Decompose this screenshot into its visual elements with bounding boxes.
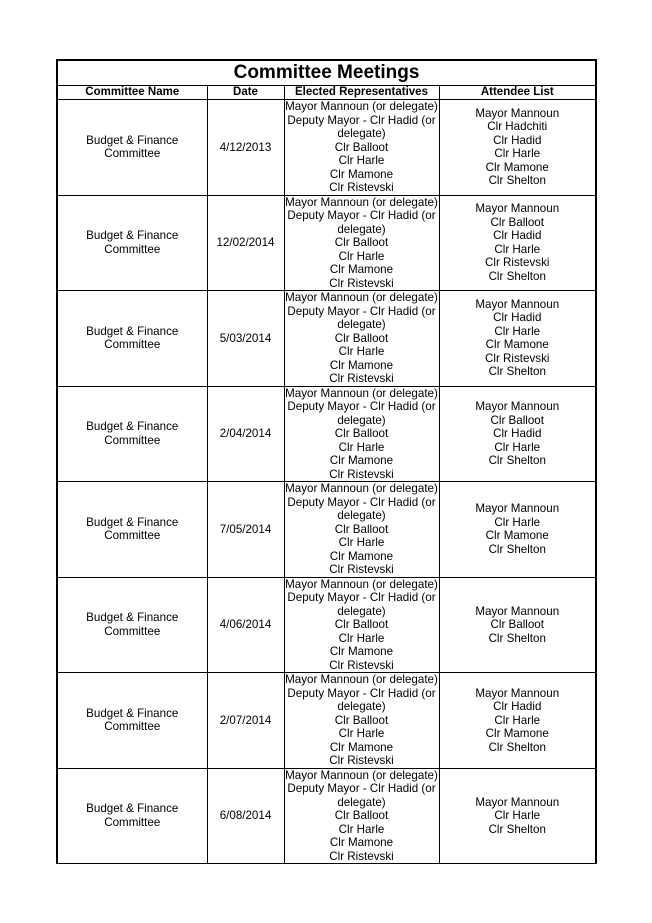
attendee-list-cell	[439, 768, 596, 864]
elected-representative-line: Clr Harle	[338, 154, 385, 167]
attendee-line: Clr Hadid	[493, 700, 542, 713]
elected-representatives-cell	[284, 768, 439, 864]
committee-name-cell: Budget & Finance Committee	[57, 386, 207, 482]
attendee-line: Mayor Mannoun	[475, 106, 560, 120]
elected-representative-line: Clr Harle	[338, 631, 385, 645]
elected-representative-line: Mayor Mannoun (or delegate)	[285, 386, 438, 400]
elected-representatives-cell	[284, 577, 439, 673]
elected-representative-line: Clr Mamone	[329, 549, 394, 563]
elected-representative-line: Clr Harle	[338, 822, 385, 836]
attendee-line: Clr Shelton	[488, 740, 546, 754]
elected-representative-line: Mayor Mannoun (or delegate)	[285, 291, 438, 304]
elected-representative-line: delegate)	[337, 127, 386, 140]
attendee-line: Mayor Mannoun	[475, 795, 560, 809]
attendee-line: Clr Shelton	[488, 542, 546, 556]
meeting-date-cell: 7/05/2014	[207, 482, 284, 578]
elected-representatives-cell	[284, 482, 439, 578]
attendee-line: Clr Balloot	[490, 413, 544, 427]
attendee-line: Mayor Mannoun	[475, 202, 560, 216]
elected-representative-line: Clr Harle	[338, 345, 385, 358]
elected-representative-line: Clr Ristevski	[329, 372, 394, 385]
table-row	[57, 482, 596, 578]
attendee-line: Clr Harle	[494, 440, 541, 454]
elected-representative-line: delegate)	[337, 318, 386, 331]
page-title: Committee Meetings	[57, 60, 596, 86]
elected-representative-line: Deputy Mayor - Clr Hadid (or	[287, 686, 436, 700]
attendee-list-cell	[439, 100, 596, 196]
elected-representative-line: Clr Balloot	[334, 618, 389, 631]
attendee-line: Clr Harle	[494, 147, 541, 161]
elected-representatives-cell	[284, 386, 439, 482]
attendee-list-cell	[439, 386, 596, 482]
committee-name-cell: Budget & Finance Committee	[57, 482, 207, 578]
attendee-line: Clr Shelton	[488, 454, 546, 467]
elected-representative-line: Clr Balloot	[334, 331, 389, 345]
elected-representatives-cell	[284, 291, 439, 387]
attendee-line: Clr Hadid	[493, 427, 542, 440]
elected-representatives-cell	[284, 195, 439, 291]
table-row	[57, 386, 596, 482]
attendee-line: Mayor Mannoun	[475, 400, 560, 413]
elected-representative-line: Mayor Mannoun (or delegate)	[285, 577, 438, 591]
table-row	[57, 100, 596, 196]
attendee-line: Clr Shelton	[488, 631, 546, 645]
elected-representative-line: Clr Ristevski	[329, 754, 394, 767]
meeting-date-cell: 5/03/2014	[207, 291, 284, 387]
attendee-line: Clr Harle	[494, 713, 541, 727]
table-row	[57, 195, 596, 291]
attendee-list-cell	[439, 577, 596, 673]
table-row	[57, 768, 596, 864]
table-body	[57, 100, 596, 864]
attendee-line: Clr Ristevski	[485, 351, 550, 365]
elected-representative-line: Clr Ristevski	[329, 181, 394, 194]
committee-name-cell: Budget & Finance Committee	[57, 768, 207, 864]
elected-representative-line: Mayor Mannoun (or delegate)	[285, 100, 438, 113]
attendee-line: Clr Hadid	[493, 229, 542, 243]
attendee-line: Clr Balloot	[490, 618, 544, 631]
attendee-line: Clr Harle	[494, 324, 541, 338]
attendee-line: Mayor Mannoun	[475, 297, 560, 311]
elected-representative-line: delegate)	[337, 509, 386, 522]
elected-representative-line: Deputy Mayor - Clr Hadid (or	[287, 495, 436, 509]
elected-representative-line: delegate)	[337, 700, 386, 713]
attendee-line: Clr Mamone	[485, 727, 549, 740]
elected-representative-line: Clr Mamone	[329, 358, 394, 372]
attendee-line: Clr Hadid	[493, 133, 542, 147]
elected-representative-line: Deputy Mayor - Clr Hadid (or	[287, 591, 436, 604]
elected-representative-line: Clr Ristevski	[329, 467, 394, 481]
meeting-date-cell: 6/08/2014	[207, 768, 284, 864]
elected-representatives-cell	[284, 673, 439, 769]
elected-representative-line: Clr Balloot	[334, 140, 389, 154]
meeting-date-cell: 2/07/2014	[207, 673, 284, 769]
elected-representative-line: Mayor Mannoun (or delegate)	[285, 482, 438, 495]
elected-representative-line: Clr Ristevski	[329, 658, 394, 672]
elected-representative-line: Clr Mamone	[329, 167, 394, 181]
elected-representative-line: Deputy Mayor - Clr Hadid (or	[287, 113, 436, 127]
elected-representative-line: Clr Balloot	[334, 236, 389, 249]
elected-representatives-cell	[284, 100, 439, 196]
elected-representative-line: Clr Balloot	[334, 427, 389, 440]
elected-representative-line: delegate)	[337, 222, 386, 236]
meeting-date-cell: 4/12/2013	[207, 100, 284, 196]
attendee-list-cell	[439, 291, 596, 387]
committee-name-cell: Budget & Finance Committee	[57, 673, 207, 769]
elected-representative-line: Deputy Mayor - Clr Hadid (or	[287, 304, 436, 318]
committee-name-cell: Budget & Finance Committee	[57, 100, 207, 196]
attendee-line: Clr Ristevski	[485, 256, 550, 270]
column-header-attendee-list: Attendee List	[439, 86, 596, 100]
attendee-line: Clr Shelton	[488, 269, 546, 283]
elected-representative-line: Clr Ristevski	[329, 563, 394, 576]
attendee-list-cell	[439, 195, 596, 291]
elected-representative-line: Clr Harle	[338, 727, 385, 740]
attendee-line: Clr Hadchiti	[487, 120, 548, 134]
attendee-list-cell	[439, 673, 596, 769]
attendee-line: Clr Hadid	[493, 311, 542, 325]
elected-representative-line: Clr Balloot	[334, 713, 389, 727]
elected-representative-line: Deputy Mayor - Clr Hadid (or	[287, 209, 436, 222]
elected-representative-line: Clr Mamone	[329, 263, 394, 276]
attendee-line: Clr Mamone	[485, 338, 549, 352]
attendee-line: Clr Mamone	[485, 529, 549, 543]
committee-meetings-sheet	[56, 59, 595, 864]
elected-representative-line: delegate)	[337, 795, 386, 809]
column-header-date: Date	[207, 86, 284, 100]
attendee-line: Clr Mamone	[485, 160, 549, 174]
attendee-line: Mayor Mannoun	[475, 604, 560, 618]
attendee-line: Clr Harle	[494, 515, 541, 529]
elected-representative-line: Clr Mamone	[329, 454, 394, 467]
elected-representative-line: Clr Balloot	[334, 809, 389, 822]
attendee-line: Clr Shelton	[488, 365, 546, 379]
column-header-elected-representatives: Elected Representatives	[284, 86, 439, 100]
elected-representative-line: Clr Harle	[338, 249, 385, 263]
elected-representative-line: delegate)	[337, 604, 386, 618]
attendee-line: Clr Harle	[494, 809, 541, 822]
table-row	[57, 577, 596, 673]
attendee-line: Clr Balloot	[490, 215, 544, 229]
table-row	[57, 291, 596, 387]
attendee-line: Clr Shelton	[488, 174, 546, 188]
elected-representative-line: Clr Harle	[338, 440, 385, 454]
elected-representative-line: Clr Balloot	[334, 522, 389, 536]
elected-representative-line: Clr Harle	[338, 536, 385, 549]
meeting-date-cell: 4/06/2014	[207, 577, 284, 673]
committee-name-cell: Budget & Finance Committee	[57, 195, 207, 291]
elected-representative-line: Clr Ristevski	[329, 276, 394, 290]
elected-representative-line: delegate)	[337, 413, 386, 427]
committee-name-cell: Budget & Finance Committee	[57, 291, 207, 387]
table-row	[57, 673, 596, 769]
meeting-date-cell: 12/02/2014	[207, 195, 284, 291]
elected-representative-line: Mayor Mannoun (or delegate)	[285, 768, 438, 782]
elected-representative-line: Clr Ristevski	[329, 849, 394, 863]
column-header-committee-name: Committee Name	[57, 86, 207, 100]
elected-representative-line: Clr Mamone	[329, 836, 394, 849]
attendee-line: Clr Shelton	[488, 822, 546, 836]
attendee-line: Mayor Mannoun	[475, 686, 560, 700]
elected-representative-line: Mayor Mannoun (or delegate)	[285, 195, 438, 209]
elected-representative-line: Mayor Mannoun (or delegate)	[285, 673, 438, 686]
elected-representative-line: Deputy Mayor - Clr Hadid (or	[287, 400, 436, 413]
elected-representative-line: Clr Mamone	[329, 645, 394, 658]
attendee-list-cell	[439, 482, 596, 578]
attendee-line: Clr Harle	[494, 242, 541, 256]
meeting-date-cell: 2/04/2014	[207, 386, 284, 482]
attendee-line: Mayor Mannoun	[475, 502, 560, 516]
elected-representative-line: Deputy Mayor - Clr Hadid (or	[287, 782, 436, 795]
elected-representative-line: Clr Mamone	[329, 740, 394, 754]
meetings-table	[56, 59, 597, 864]
committee-name-cell: Budget & Finance Committee	[57, 577, 207, 673]
